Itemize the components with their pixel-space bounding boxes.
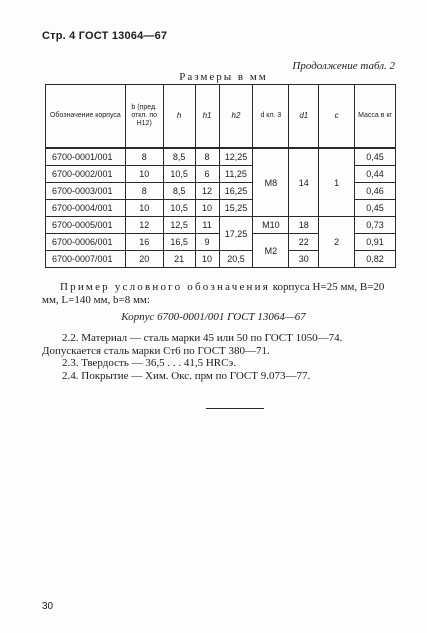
header-d1: d1 [289,85,319,149]
cell-d1-22: 22 [289,234,319,251]
clause-2-4: 2.4. Покрытие — Хим. Окс. прм по ГОСТ 9.073—77. [62,370,311,382]
table-row [46,148,396,166]
header-h1: h1 [195,85,219,149]
clause-2-2-line2: Допускается сталь марки Ст6 по ГОСТ 380—71. [42,345,270,357]
dimensions-table [45,84,396,268]
cell-h1: 10 [195,200,219,217]
cell-h1: 11 [195,217,219,234]
cell-d-m2: M2 [253,234,289,268]
cell-d1-18: 18 [289,217,319,234]
header-mass: Масса в кг [355,85,396,149]
cell-d-m8: M8 [253,148,289,217]
example-text: корпуса H=25 мм, B=20 мм, L=140 мм, b=8 мм: [42,281,385,306]
cell-h2: 11,25 [219,166,253,183]
units-caption: Размеры в мм [179,71,268,83]
cell-b: 12 [125,217,163,234]
cell-code: 6700-0004/001 [46,200,126,217]
cell-h: 10,5 [163,166,195,183]
header-h2: h2 [219,85,253,149]
cell-mass: 0,73 [355,217,396,234]
cell-mass: 0,44 [355,166,396,183]
cell-mass: 0,82 [355,251,396,268]
cell-h: 21 [163,251,195,268]
header-c: c [319,85,355,149]
header-b: b (пред. откл. по H12) [125,85,163,149]
page-number: 30 [42,601,54,612]
cell-h: 8,5 [163,148,195,166]
cell-b: 16 [125,234,163,251]
cell-h1: 6 [195,166,219,183]
cell-h2: 16,25 [219,183,253,200]
cell-h1: 10 [195,251,219,268]
cell-b: 10 [125,200,163,217]
cell-mass: 0,91 [355,234,396,251]
example-paragraph [42,281,394,307]
clause-2-2 [42,332,394,358]
cell-d-m10: M10 [253,217,289,234]
cell-c-2: 2 [319,217,355,268]
cell-h: 8,5 [163,183,195,200]
cell-d1-30: 30 [289,251,319,268]
cell-h: 12,5 [163,217,195,234]
header-designation: Обозначение корпуса [46,85,126,149]
cell-h1: 9 [195,234,219,251]
end-rule [206,408,264,409]
cell-c-1: 1 [319,148,355,217]
cell-h2: 15,25 [219,200,253,217]
cell-h2: 17,25 [219,217,253,251]
cell-h2: 12,25 [219,148,253,166]
cell-code: 6700-0003/001 [46,183,126,200]
header-h: h [163,85,195,149]
cell-h1: 8 [195,148,219,166]
table-row [46,217,396,234]
cell-h: 16,5 [163,234,195,251]
cell-code: 6700-0006/001 [46,234,126,251]
cell-code: 6700-0007/001 [46,251,126,268]
cell-code: 6700-0002/001 [46,166,126,183]
clause-2-3: 2.3. Твердость — 36,5 . . . 41,5 HRCэ. [62,357,236,369]
cell-mass: 0,46 [355,183,396,200]
cell-d1-14: 14 [289,148,319,217]
cell-h1: 12 [195,183,219,200]
table-continuation-label: Продолжение табл. 2 [292,60,395,72]
example-designation: Корпус 6700-0001/001 ГОСТ 13064—67 [121,311,306,323]
page-header: Стр. 4 ГОСТ 13064—67 [42,30,168,42]
cell-code: 6700-0005/001 [46,217,126,234]
cell-b: 10 [125,166,163,183]
cell-b: 20 [125,251,163,268]
cell-code: 6700-0001/001 [46,148,126,166]
clause-2-2-line1: 2.2. Материал — сталь марки 45 или 50 по ГОСТ 1050—74. [62,332,343,344]
table-header-row [46,85,396,149]
header-d: d кл. 3 [253,85,289,149]
cell-h2: 20,5 [219,251,253,268]
cell-mass: 0,45 [355,148,396,166]
cell-mass: 0,45 [355,200,396,217]
example-lead: Пример условного обозначения [60,281,270,293]
cell-b: 8 [125,183,163,200]
cell-h: 10,5 [163,200,195,217]
cell-b: 8 [125,148,163,166]
